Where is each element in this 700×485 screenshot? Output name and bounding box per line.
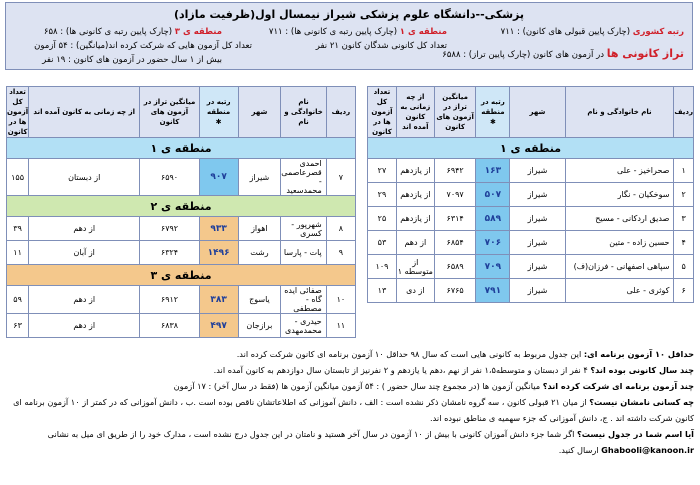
- cell-name: صحراخیز - علی: [565, 159, 674, 183]
- star-icon: ✱: [489, 118, 496, 126]
- table-row: [368, 231, 694, 255]
- cell-avg: ۶۷۹۲: [140, 217, 199, 241]
- cell-avg: ۶۵۸۹: [434, 255, 476, 279]
- star-icon: ✱: [215, 118, 222, 126]
- cell-name: صدیق اردکانی - مسیح: [565, 207, 674, 231]
- cell-avg: ۶۹۴۲: [434, 159, 476, 183]
- cell-city: شیراز: [510, 255, 565, 279]
- region-row: [7, 196, 356, 217]
- table-row: [7, 286, 356, 314]
- region-title: منطقه ی ۱: [368, 138, 694, 159]
- cell-name: سوخکیان - نگار: [565, 183, 674, 207]
- col-city: شهر: [510, 87, 565, 138]
- cell-count: ۲۷: [368, 159, 397, 183]
- cell-rank: ۷۹۱: [476, 279, 510, 303]
- region-title: منطقه ی ۳: [7, 265, 356, 286]
- col-rank: [199, 87, 238, 138]
- table-row: [368, 255, 694, 279]
- col-radif: ردیف: [674, 87, 694, 138]
- cell-since: از دهم: [29, 286, 140, 314]
- table-row: [7, 159, 356, 196]
- cell-name: شهرپور - کسری: [281, 217, 326, 241]
- region1-info: [269, 27, 447, 37]
- col-since: از چه زمانی به کانون آمده اند: [29, 87, 140, 138]
- note-missing: [6, 394, 694, 426]
- page-title: پزشکی--دانشگاه علوم پزشکی شیراز نیمسال اول(ظرفیت مازاد): [173, 8, 525, 21]
- cell-count: ۱۳: [368, 279, 397, 303]
- region-title: منطقه ی ۱: [7, 138, 356, 159]
- cell-rank: ۵۸۹: [476, 207, 510, 231]
- over-one-year-info: بیش از ۱ سال حضور در آزمون های کانون : ۱۹ نفر: [42, 55, 222, 65]
- cell-radif: ۷: [326, 159, 355, 196]
- cell-avg: ۶۳۱۴: [434, 207, 476, 231]
- cell-avg: ۶۹۱۲: [140, 286, 199, 314]
- cell-city: برازجان: [238, 314, 281, 338]
- national-rank-info: [501, 27, 684, 37]
- left-results-table: [6, 86, 356, 338]
- table-header-row: [7, 87, 356, 138]
- cell-since: از یازدهم: [396, 183, 434, 207]
- header-panel: [5, 2, 693, 70]
- cell-count: ۱۱: [7, 241, 29, 265]
- col-name: نام خانوادگی و نام: [565, 87, 674, 138]
- region1-text: (چارک پایین رتبه ی کانونی ها) : ۷۱۱: [268, 27, 398, 37]
- note-label: آیا اسم شما در جدول نیست؟: [576, 429, 694, 439]
- cell-avg: ۶۷۶۵: [434, 279, 476, 303]
- cell-city: رشت: [238, 241, 281, 265]
- cell-city: شیراز: [510, 207, 565, 231]
- region-row: [368, 138, 694, 159]
- kanoon-score-text: در آزمون های کانون (چارک پایین تراز) : ۶۵۸۸: [442, 50, 604, 60]
- cell-since: از دهم: [29, 217, 140, 241]
- cell-city: شیراز: [510, 159, 565, 183]
- cell-avg: ۶۳۲۴: [140, 241, 199, 265]
- table-row: [7, 314, 356, 338]
- cell-since: از یازدهم: [396, 207, 434, 231]
- kanoon-score-label: تراز کانونی ها: [606, 47, 684, 60]
- region-row: [7, 138, 356, 159]
- cell-count: ۵۹: [7, 286, 29, 314]
- col-avg: میانگین تراز در آزمون های کانون: [434, 87, 476, 138]
- cell-city: یاسوج: [238, 286, 281, 314]
- col-avg: میانگین تراز در آزمون های کانون: [140, 87, 199, 138]
- cell-name: پات - پارسا: [281, 241, 326, 265]
- cell-city: اهواز: [238, 217, 281, 241]
- cell-rank: ۷۰۹: [476, 255, 510, 279]
- cell-since: از دهم: [396, 231, 434, 255]
- cell-rank: ۹۰۷: [199, 159, 238, 196]
- notes-section: [6, 346, 694, 458]
- cell-count: ۳۹: [7, 217, 29, 241]
- kanoon-score-info: [442, 47, 684, 60]
- col-city: شهر: [238, 87, 281, 138]
- region3-text: (چارک پایین رتبه ی کانونی ها) : ۶۵۸: [43, 27, 173, 37]
- cell-count: ۱۵۵: [7, 159, 29, 196]
- cell-count: ۱۰۹: [368, 255, 397, 279]
- table-row: [7, 241, 356, 265]
- cell-name: سپاهی اصفهانی - فرزان(ف): [565, 255, 674, 279]
- note-exam-count: [6, 378, 694, 394]
- national-rank-label: رتبه کشوری: [632, 27, 684, 37]
- table-row: [368, 183, 694, 207]
- col-name: نام خانوادگی و نام: [281, 87, 326, 138]
- cell-name: احمدی قصرعاصمی - محمدسعید: [281, 159, 326, 196]
- col-radif: ردیف: [326, 87, 355, 138]
- col-rank: [476, 87, 510, 138]
- cell-count: ۵۳: [368, 231, 397, 255]
- region-row: [7, 265, 356, 286]
- col-rank-label: رتبه در منطقه: [480, 98, 505, 116]
- col-since: از چه زمانی به کانون آمده اند: [396, 87, 434, 138]
- table-row: [368, 279, 694, 303]
- cell-count: ۶۳: [7, 314, 29, 338]
- note-text: میانگین آزمون ها (در مجموع چند سال حضور ) : ۵۴ آزمون میانگین آزمون ها (فقط در سال آخر) : ۱۷ آزمون: [173, 381, 543, 391]
- cell-rank: ۵۰۷: [476, 183, 510, 207]
- note-label: حداقل ۱۰ آزمون برنامه ای:: [583, 349, 694, 359]
- col-count: تعداد کل آزمون ها در کانون: [7, 88, 29, 136]
- note-text: از میان ۲۱ قبولی کانون ، سه گروه نامشان ذکر نشده است : الف ، دانش آموزانی که اطلاعاتشان ناقص بوده است .ب ، دانش آموزانی که در کمتر از ۱۰ آزمون برنامه ای کانون شرکت داشته اند . ج، دانش آموزانی که جزء سهمیه ی مناطق نبوده اند.: [13, 397, 694, 423]
- cell-avg: ۶۸۳۸: [140, 314, 199, 338]
- cell-city: شیراز: [510, 279, 565, 303]
- note-label: چند سال کانونی بوده اند؟: [590, 365, 694, 375]
- cell-avg: ۶۸۵۴: [434, 231, 476, 255]
- national-rank-text: (چارک پایین قبولی های کانون) : ۷۱۱: [500, 27, 631, 37]
- cell-name: حسین زاده - متین: [565, 231, 674, 255]
- cell-name: حیدری - محمدمهدی: [281, 314, 326, 338]
- cell-rank: ۱۶۳: [476, 159, 510, 183]
- cell-radif: ۹: [326, 241, 355, 265]
- note-not-listed: [6, 426, 694, 458]
- region-title: منطقه ی ۲: [7, 196, 356, 217]
- cell-since: از آبان: [29, 241, 140, 265]
- note-label: چه کسانی نامشان نیست؟: [589, 397, 694, 407]
- cell-radif: ۸: [326, 217, 355, 241]
- cell-since: از دی: [396, 279, 434, 303]
- note-label: چند آزمون برنامه ای شرکت کرده اند؟: [542, 381, 694, 391]
- table-row: [7, 217, 356, 241]
- note-years: [6, 362, 694, 378]
- region1-label: منطقه ی ۱: [399, 27, 447, 37]
- col-count: تعداد کل آزمون ها در کانون: [368, 87, 397, 138]
- cell-rank: ۷۰۶: [476, 231, 510, 255]
- cell-radif: ۵: [674, 255, 694, 279]
- cell-count: ۲۵: [368, 207, 397, 231]
- cell-since: از یازدهم: [396, 159, 434, 183]
- cell-rank: ۳۸۳: [199, 286, 238, 314]
- cell-name: کوثری - علی: [565, 279, 674, 303]
- note-min-exams: [6, 346, 694, 362]
- region3-info: [44, 27, 222, 37]
- table-row: [368, 207, 694, 231]
- cell-radif: ۱: [674, 159, 694, 183]
- email-link[interactable]: Ghabooli@kanoon.ir: [601, 445, 694, 455]
- cell-since: از متوسطه ۱: [396, 255, 434, 279]
- note-text: این جدول مربوط به کانونی هایی است که سال ۹۸ حداقل ۱۰ آزمون برنامه ای کانون شرکت کرده اند.: [236, 349, 584, 359]
- cell-radif: ۱۱: [326, 314, 355, 338]
- cell-radif: ۱۰: [326, 286, 355, 314]
- col-rank-label: رتبه در منطقه: [206, 98, 231, 116]
- cell-rank: ۹۳۳: [199, 217, 238, 241]
- cell-city: شیراز: [510, 231, 565, 255]
- cell-radif: ۲: [674, 183, 694, 207]
- cell-avg: ۶۵۹۰: [140, 159, 199, 196]
- avg-exams-info: تعداد کل آزمون هایی که شرکت کرده اند(میانگین) : ۵۴ آزمون: [34, 41, 252, 51]
- cell-name: صفائی ایده گاه - مصطفی: [281, 286, 326, 314]
- cell-since: از دهم: [29, 314, 140, 338]
- cell-radif: ۶: [674, 279, 694, 303]
- note-text: ارسال کنید.: [558, 445, 602, 455]
- table-row: [368, 159, 694, 183]
- cell-avg: ۷۰۹۷: [434, 183, 476, 207]
- cell-since: از دبستان: [29, 159, 140, 196]
- note-text: ۴ نفر از دبستان و متوسطه۱،۵ نفر از نهم ،دهم یا یازدهم و ۲ نفرنیز از تابستان سال دوازدهم به کانون آمده اند.: [213, 365, 591, 375]
- cell-city: شیراز: [510, 183, 565, 207]
- right-results-table: [367, 86, 694, 303]
- cell-rank: ۴۹۷: [199, 314, 238, 338]
- cell-radif: ۳: [674, 207, 694, 231]
- region3-label: منطقه ی ۳: [174, 27, 222, 37]
- cell-city: شیراز: [238, 159, 281, 196]
- note-text: اگر شما جزء دانش آموزان کانونی با بیش از ۱۰ آزمون در سال آخر هستید و نامتان در این جدول درج نشده است ، مدارک خود را از طریق ای میل به نشانی: [47, 429, 577, 439]
- kanoon-count-info: تعداد کل کانونی شدگان کانون ۲۱ نفر: [315, 41, 447, 51]
- cell-radif: ۴: [674, 231, 694, 255]
- cell-rank: ۱۴۹۶: [199, 241, 238, 265]
- cell-count: ۲۹: [368, 183, 397, 207]
- table-header-row: [368, 87, 694, 138]
